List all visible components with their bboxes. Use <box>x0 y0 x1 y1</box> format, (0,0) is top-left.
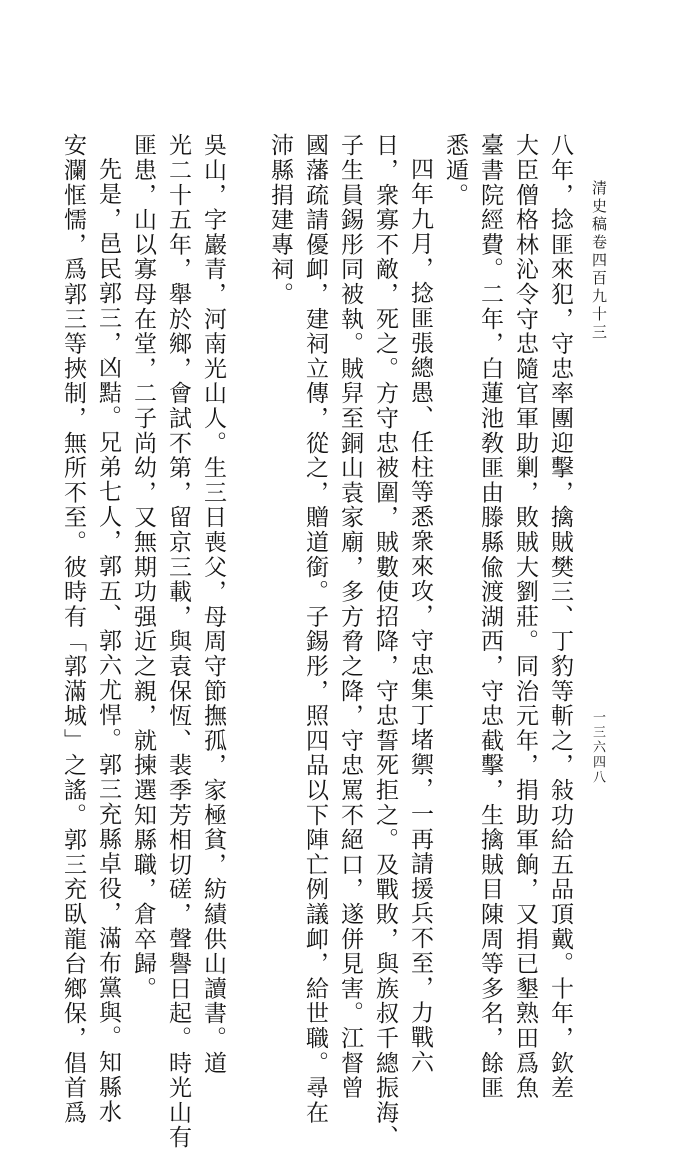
text-column: 匪患，山以寡母在堂，二子尚幼，又無期功强近之親，就揀選知縣職，倉卒歸。 <box>130 133 156 1001</box>
text-column: 先是，邑民郭三，凶黠。兄弟七人，郭五、郭六尤悍。郭三充縣卓役，滿布黨與。知縣水 <box>95 157 121 1125</box>
text-column: 悉遁。 <box>442 133 468 208</box>
text-column: 臺書院經費。二年，白蓮池敎匪由滕縣偸渡湖西，守忠截擊，生擒賊目陳周等多名，餘匪 <box>477 133 503 1101</box>
page-number: 一三六四八 <box>590 710 605 785</box>
text-column: 八年，捻匪來犯，守忠率團迎擊，擒賊樊三、丁豹等斬之，敍功給五品頂戴。十年，欽差 <box>547 133 573 1101</box>
text-column: 子生員錫彤同被執。賊舁至銅山袁家廟，多方脅之降，守忠罵不絕口，遂併見害。江督曾 <box>337 133 363 1101</box>
text-column: 光二十五年，舉於鄉，會試不第，留京三載，與袁保恆、裴季芳相切磋，聲譽日起。時光山有 <box>165 133 191 1150</box>
text-column: 國藩疏請優卹，建祠立傳，從之，贈道銜。子錫彤，照四品以下陣亡例議卹，給世職。尋在 <box>302 133 328 1125</box>
text-column: 日，衆寡不敵，死之。方守忠被圍，賊數使招降，守忠誓死拒之。及戰敗，與族叔千總振海、 <box>372 133 398 1150</box>
text-column: 大臣僧格林沁令守忠隨官軍助剿，敗賊大劉莊。同治元年，捐助軍餉，又捐已墾熟田爲魚 <box>512 133 538 1101</box>
text-column: 沛縣捐建專祠。 <box>267 133 293 307</box>
text-column: 安瀾恇懦，爲郭三等挾制，無所不至。彼時有「郭滿城」之謠。郭三充臥龍台鄉保，倡首爲 <box>60 133 86 1125</box>
running-header: 清史稿卷四百九十三 <box>590 180 608 342</box>
text-column: 吳山，字巖青，河南光山人。生三日喪父，母周守節撫孤，家極貧，紡績供山讀書。道 <box>200 133 226 1076</box>
text-column: 四年九月，捻匪張總愚、任柱等悉衆來攻，守忠集丁堵禦，一再請援兵不至，力戰六 <box>407 157 433 1075</box>
